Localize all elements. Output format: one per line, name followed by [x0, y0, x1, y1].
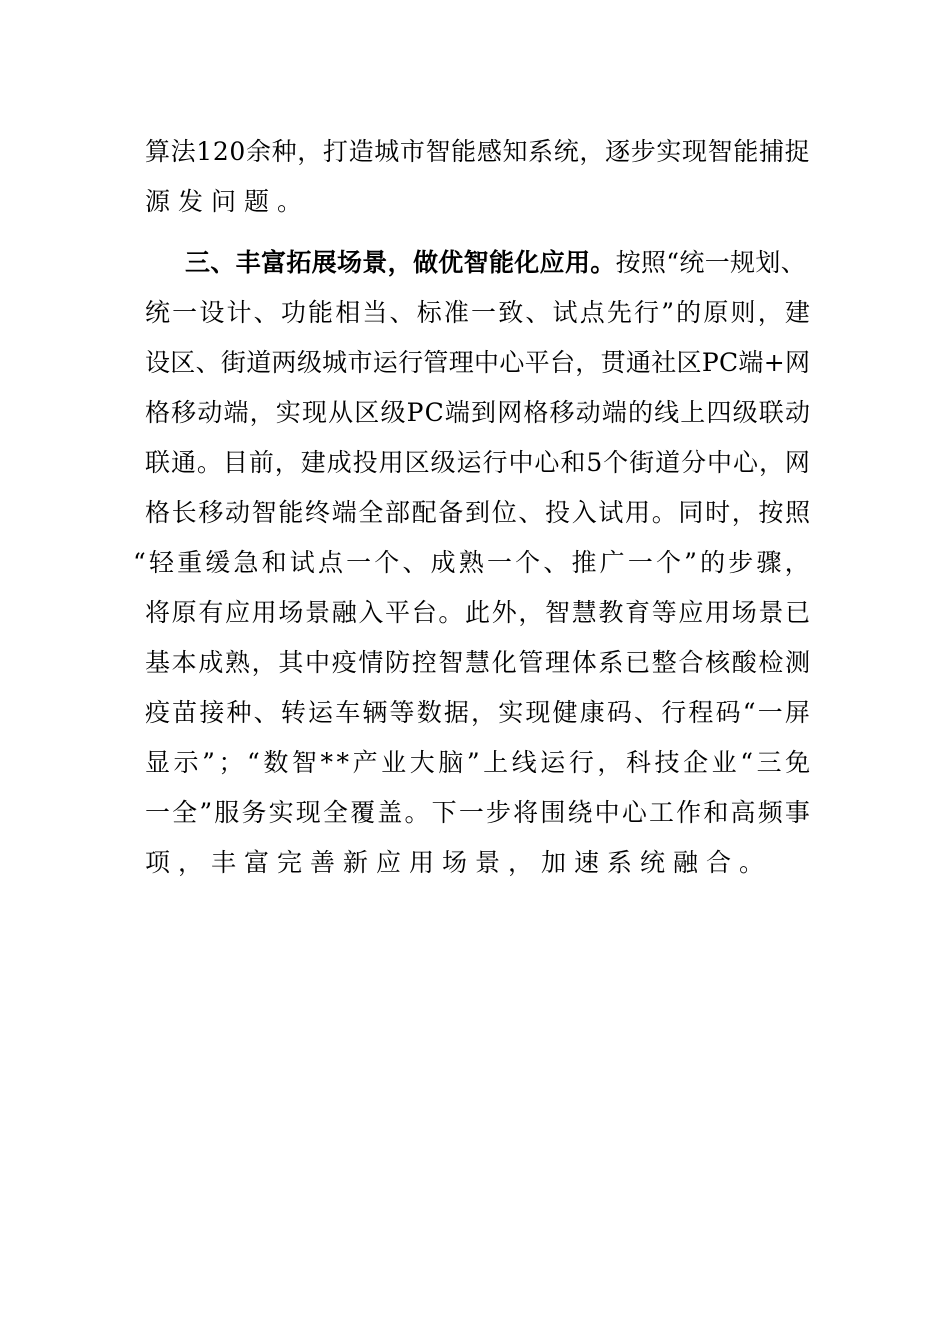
- paragraph-1-line-1: 算法120余种，打造城市智能感知系统，逐步实现智能捕捉: [145, 137, 811, 166]
- paragraph-2-line-4: 格移动端，实现从区级PC端到网格移动端的线上四级联动: [145, 398, 812, 427]
- paragraph-2-line-2: 统一设计、功能相当、标准一致、试点先行”的原则，建: [145, 298, 813, 327]
- paragraph-2-line-11: 显示”；“数智**产业大脑”上线运行，科技企业“三免: [145, 748, 814, 777]
- paragraph-2-line-1-text: 按照“统一规划、: [615, 248, 807, 277]
- paragraph-2-line-1: [185, 247, 806, 279]
- paragraph-2-line-9: 基本成熟，其中疫情防控智慧化管理体系已整合核酸检测: [145, 648, 812, 677]
- paragraph-2-line-12: 一全”服务实现全覆盖。下一步将围绕中心工作和高频事: [145, 798, 813, 827]
- paragraph-2-line-5: 联通。目前，建成投用区级运行中心和5个街道分中心，网: [145, 448, 811, 477]
- paragraph-1-line-2: 源发问题。: [145, 187, 311, 216]
- paragraph-2-line-8: 将原有应用场景融入平台。此外，智慧教育等应用场景已: [145, 598, 812, 627]
- paragraph-2-line-10: 疫苗接种、转运车辆等数据，实现健康码、行程码“一屏: [145, 698, 813, 727]
- paragraph-2-line-6: 格长移动智能终端全部配备到位、投入试用。同时，按照: [145, 498, 812, 527]
- paragraph-2-line-3: 设区、街道两级城市运行管理中心平台，贯通社区PC端+网: [145, 348, 811, 377]
- paragraph-2-line-13: 项，丰富完善新应用场景，加速系统融合。: [145, 848, 773, 877]
- section-heading: 三、丰富拓展场景，做优智能化应用。: [185, 248, 616, 277]
- paragraph-2-line-7: “轻重缓急和试点一个、成熟一个、推广一个”的步骤，: [133, 548, 813, 577]
